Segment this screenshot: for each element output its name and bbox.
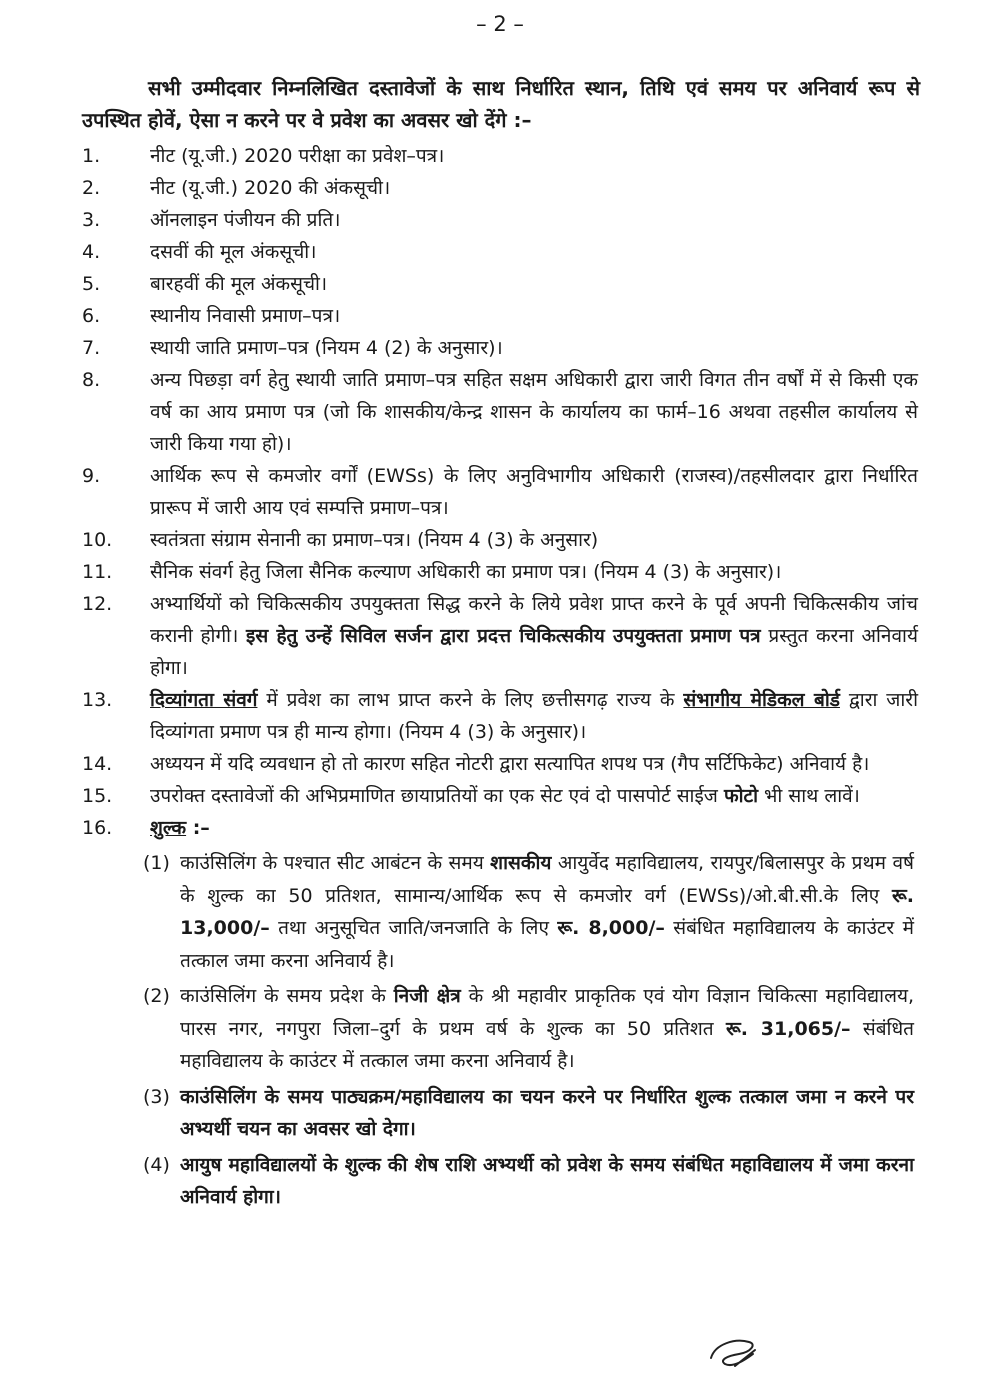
fee-clause-text <box>180 847 914 977</box>
item-text: ऑनलाइन पंजीयन की प्रति। <box>150 209 341 231</box>
item-number: 9. <box>82 465 101 487</box>
fee-text-part: संबंधित महाविद्यालय के काउंटर में तत्काल जमा करना अनिवार्य है। <box>180 917 914 972</box>
list-item-photo <box>0 780 1000 812</box>
fee-amount: रू. 31,065/– <box>725 1017 851 1040</box>
fees-heading-suffix: :– <box>186 817 210 839</box>
item-number: 5. <box>82 273 101 295</box>
item-text: सैनिक संवर्ग हेतु जिला सैनिक कल्याण अधिकारी का प्रमाण पत्र। (नियम 4 (3) के अनुसार)। <box>150 561 782 583</box>
item-number: 14. <box>82 753 113 775</box>
item-number: 1. <box>82 145 101 167</box>
item-text <box>150 684 918 748</box>
list-item <box>0 236 1000 268</box>
item-number: 6. <box>82 305 101 327</box>
item-text-part: द्वारा जारी दिव्यांगता प्रमाण पत्र ही मान्य होगा। (नियम 4 (3) के अनुसार)। <box>150 689 918 743</box>
list-item <box>0 556 1000 588</box>
intro-paragraph <box>82 72 920 136</box>
fee-text-part: के श्री महावीर प्राकृतिक एवं योग विज्ञान चिकित्सा महाविद्यालय, पारस नगर, नगपुरा जिला–दुर्ग के प्रथम वर्ष के शुल्क का 50 प्रतिशत <box>180 985 915 1040</box>
item-text-part: अभ्यार्थियों को चिकित्सकीय उपयुक्तता सिद्ध करने के लिये प्रवेश प्राप्त करने के पूर्व अपनी चिकित्सकीय जांच करानी होगी। <box>150 593 918 647</box>
fee-text-part: संबंधित महाविद्यालय के काउंटर में तत्काल जमा करना अनिवार्य है। <box>180 1017 914 1072</box>
item-number: 4. <box>82 241 101 263</box>
item-text: बारहवीं की मूल अंकसूची। <box>150 273 328 295</box>
fee-clause <box>0 980 1000 1078</box>
fee-text-part: काउंसिलिंग के पश्चात सीट आबंटन के समय <box>180 852 491 874</box>
list-item <box>0 748 1000 780</box>
item-text-bold: संभागीय मेडिकल बोर्ड <box>683 689 840 711</box>
list-item <box>0 364 1000 460</box>
item-text: अध्ययन में यदि व्यवधान हो तो कारण सहित नोटरी द्वारा सत्यापित शपथ पत्र (गैप सर्टिफिकेट) अनिवार्य है। <box>150 753 870 775</box>
item-number: 7. <box>82 337 101 359</box>
item-text: स्वतंत्रता संग्राम सेनानी का प्रमाण–पत्र। (नियम 4 (3) के अनुसार) <box>150 529 599 551</box>
item-text: स्थानीय निवासी प्रमाण–पत्र। <box>150 305 341 327</box>
fee-clause <box>0 1149 1000 1214</box>
list-item <box>0 300 1000 332</box>
fees-heading-label: शुल्क <box>150 817 187 839</box>
fee-clause-text: आयुष महाविद्यालयों के शुल्क की शेष राशि अभ्यर्थी को प्रवेश के समय संबंधित महाविद्यालय में जमा करना अनिवार्य होगा। <box>180 1153 914 1208</box>
fee-clause-text <box>180 980 914 1078</box>
item-number: 8. <box>82 369 101 391</box>
page-number: – 2 – <box>476 12 524 36</box>
item-number: 11. <box>82 561 113 583</box>
item-text-part: में प्रवेश का लाभ प्राप्त करने के लिए छत्तीसगढ़ राज्य के <box>257 689 684 711</box>
fee-amount: रू. 13,000/– <box>180 884 914 939</box>
list-item <box>0 460 1000 524</box>
item-text: नीट (यू.जी.) 2020 की अंकसूची। <box>150 177 391 199</box>
intro-text: सभी उम्मीदवार निम्नलिखित दस्तावेजों के साथ निर्धारित स्थान, तिथि एवं समय पर अनिवार्य रूप से उपस्थित होवें, ऐसा न करने पर वे प्रवेश का अवसर खो देंगे :– <box>82 76 920 132</box>
list-item <box>0 172 1000 204</box>
fee-text-part: काउंसिलिंग के समय प्रदेश के <box>180 985 394 1007</box>
list-item <box>0 268 1000 300</box>
item-number: 3. <box>82 209 101 231</box>
list-item-fees <box>0 812 1000 844</box>
list-item-disability <box>0 684 1000 748</box>
item-number: 12. <box>82 593 113 615</box>
list-item <box>0 140 1000 172</box>
item-text-bold: दिव्यांगता संवर्ग <box>150 689 258 711</box>
fee-text-part: आयुर्वेद महाविद्यालय, रायपुर/बिलासपुर के प्रथम वर्ष के शुल्क का 50 प्रतिशत, सामान्य/आर्थिक रूप से कमजोर वर्ग (EWSs)/ओ.बी.सी.के लिए <box>180 852 914 907</box>
fee-clause-number: (2) <box>143 985 170 1007</box>
item-text-part: उपरोक्त दस्तावेजों की अभिप्रमाणित छायाप्रतियों का एक सेट एवं दो पासपोर्ट साईज <box>150 785 724 807</box>
fee-text-bold: शासकीय <box>490 852 552 874</box>
item-number: 2. <box>82 177 101 199</box>
fee-clause-number: (3) <box>143 1085 170 1108</box>
item-text: स्थायी जाति प्रमाण–पत्र (नियम 4 (2) के अनुसार)। <box>150 337 503 359</box>
fee-clause-text: काउंसिलिंग के समय पाठ्यक्रम/महाविद्यालय का चयन करने पर निर्धारित शुल्क तत्काल जमा न करने पर अभ्यर्थी चयन का अवसर खो देगा। <box>180 1085 914 1140</box>
item-number: 13. <box>82 689 113 711</box>
fee-amount: रू. 8,000/– <box>557 917 665 939</box>
item-text: दसवीं की मूल अंकसूची। <box>150 241 317 263</box>
fee-text-part: तथा अनुसूचित जाति/जनजाति के लिए <box>269 917 558 939</box>
item-text: आर्थिक रूप से कमजोर वर्गों (EWSs) के लिए अनुविभागीय अधिकारी (राजस्व)/तहसीलदार द्वारा निर्धारित प्रारूप में जारी आय एवं सम्पत्ति प्रमाण–पत्र। <box>150 465 918 519</box>
item-text-bold: फोटो <box>723 785 759 807</box>
fee-clause-number: (1) <box>143 852 170 874</box>
item-text-part: भी साथ लावें। <box>758 785 860 807</box>
item-number: 10. <box>82 529 113 551</box>
fee-clause <box>0 847 1000 977</box>
item-text-bold: इस हेतु उन्हें सिविल सर्जन द्वारा प्रदत्त चिकित्सकीय उपयुक्तता प्रमाण पत्र <box>246 625 761 647</box>
signature-mark <box>705 1330 765 1372</box>
fee-clause <box>0 1081 1000 1146</box>
list-item <box>0 332 1000 364</box>
item-number: 16. <box>82 817 113 839</box>
fees-heading <box>150 812 918 844</box>
fee-text-bold: निजी क्षेत्र <box>393 985 461 1007</box>
item-text <box>150 780 918 812</box>
item-number: 15. <box>82 785 113 807</box>
item-text: नीट (यू.जी.) 2020 परीक्षा का प्रवेश–पत्र। <box>150 145 445 167</box>
list-item-medical <box>0 588 1000 684</box>
fee-clause-number: (4) <box>143 1153 170 1176</box>
list-item <box>0 204 1000 236</box>
item-text-part: प्रस्तुत करना अनिवार्य होगा। <box>150 625 918 679</box>
list-item <box>0 524 1000 556</box>
item-text: अन्य पिछड़ा वर्ग हेतु स्थायी जाति प्रमाण–पत्र सहित सक्षम अधिकारी द्वारा जारी विगत तीन वर्षों में से किसी एक वर्ष का आय प्रमाण पत्र (जो कि शासकीय/केन्द्र शासन के कार्यालय का फार्म–16 अथवा तहसील कार्यालय से जारी किया गया हो)। <box>150 369 918 455</box>
documents-list <box>0 140 1000 1214</box>
item-text <box>150 588 918 684</box>
